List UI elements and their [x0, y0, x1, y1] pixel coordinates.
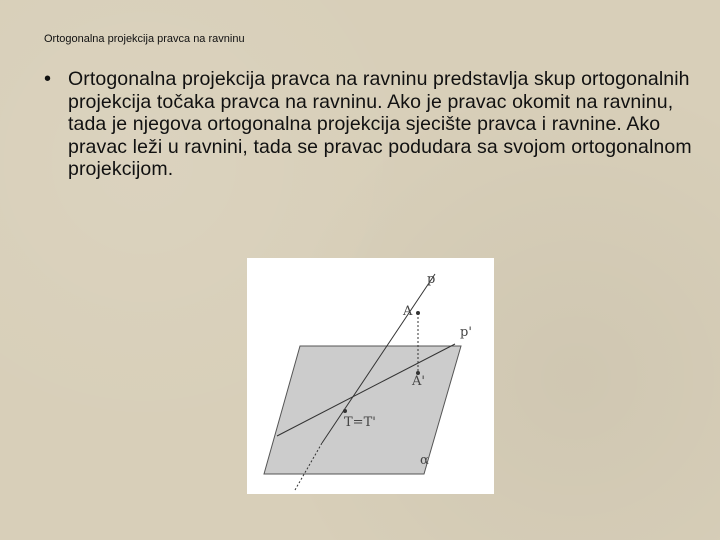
plane-alpha [264, 346, 461, 474]
point-t [343, 409, 347, 413]
bullet-text: Ortogonalna projekcija pravca na ravninu predstavlja skup ortogonalnih projekcija točaka pravca na ravninu. Ako je pravac okomit na ravninu, tada je njegova ortogonalna projekcija sjecište pravca i ravnine. Ako pravac leži u ravnini, tada se pravac podudara sa svojom ortogonalnom projekcijom. [68, 68, 692, 180]
label-a-prime: A' [412, 374, 425, 389]
label-a: A [403, 304, 413, 319]
label-p: p [427, 272, 436, 287]
bullet-icon: • [44, 68, 52, 90]
projection-figure [247, 258, 494, 494]
label-t: T=T' [344, 415, 376, 430]
point-a [416, 311, 420, 315]
slide-title: Ortogonalna projekcija pravca na ravninu [44, 33, 245, 45]
label-p-prime: p' [460, 325, 472, 340]
label-alpha: α [420, 453, 429, 468]
projection-diagram [247, 258, 494, 494]
bullet-item [44, 68, 694, 181]
